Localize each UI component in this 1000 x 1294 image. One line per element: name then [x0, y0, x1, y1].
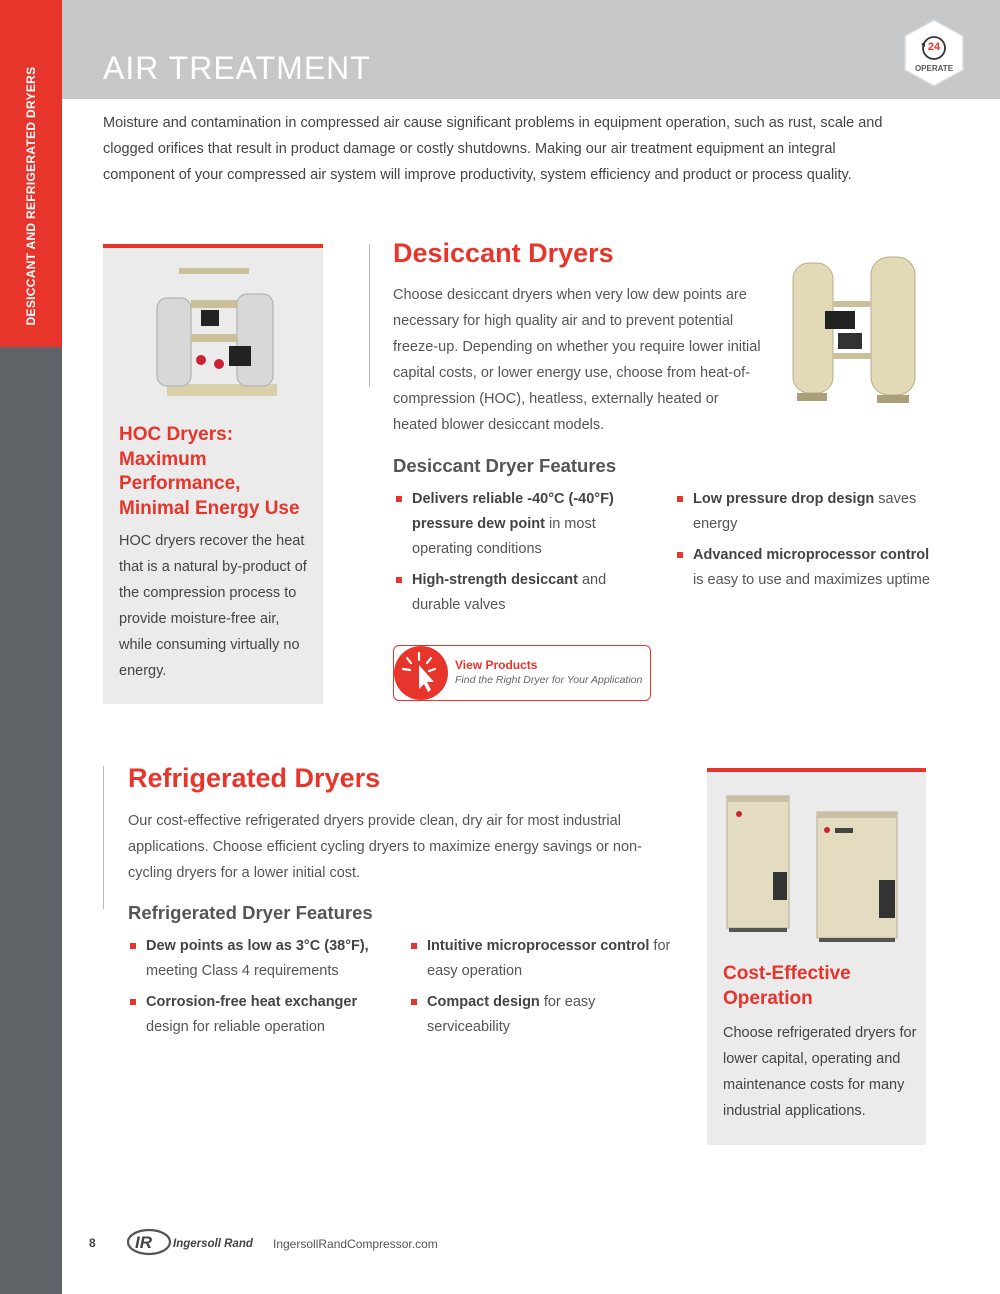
list-item: Advanced microprocessor control is easy to use and maximizes uptime — [675, 543, 937, 593]
hoc-card-body: HOC dryers recover the heat that is a natural by-product of the compression process to provide moisture-free air, while consuming virtually no energy. — [119, 533, 307, 679]
refrigerated-features-left — [128, 934, 383, 1046]
desiccant-features-left — [394, 487, 650, 624]
badge-label: OPERATE — [914, 64, 954, 73]
refrigerated-features-right — [409, 934, 671, 1046]
refrigerated-title: Refrigerated Dryers — [128, 763, 381, 793]
view-products-label: View Products — [455, 658, 538, 672]
hoc-card-title: HOC Dryers: Maximum Performance, Minimal Energy Use — [119, 424, 300, 519]
footer-url[interactable]: IngersollRandCompressor.com — [273, 1237, 438, 1251]
list-item: Delivers reliable -40°C (-40°F) pressure dew point in most operating conditions — [394, 487, 650, 562]
operate-badge — [899, 18, 969, 88]
svg-text:IR: IR — [135, 1233, 152, 1252]
hoc-dryer-image — [139, 264, 289, 414]
cost-card-body: Choose refrigerated dryers for lower capital, operating and maintenance costs for many industrial applications. — [723, 1025, 917, 1119]
cost-effective-card — [707, 768, 926, 1145]
page-number: 8 — [89, 1236, 96, 1250]
intro-paragraph: Moisture and contamination in compressed air cause significant problems in equipment operation, such as rust, scale and clogged orifices that result in product damage or costly shutdowns. Making our air treatment equipment an integral component of your compressed air system will improve productivity, system efficiency and product or process quality. — [103, 115, 883, 183]
list-item: Intuitive microprocessor control for easy operation — [409, 934, 671, 984]
refrigerated-divider — [103, 766, 104, 909]
sidebar-label: DESICCANT AND REFRIGERATED DRYERS — [24, 66, 38, 326]
desiccant-features-right — [675, 487, 937, 599]
desiccant-body: Choose desiccant dryers when very low dew points are necessary for high quality air and to prevent potential freeze-up. Depending on whether you require lower initial capital costs, or lower energy use, choose from heat-of-compression (HOC), heatless, externally heated or heated blower desiccant models. — [393, 287, 761, 433]
ingersoll-rand-logo — [127, 1227, 267, 1257]
list-item: Corrosion-free heat exchanger design for reliable operation — [128, 990, 383, 1040]
list-item: Dew points as low as 3°C (38°F), meeting Class 4 requirements — [128, 934, 383, 984]
desiccant-divider — [369, 244, 370, 387]
refrigerated-body: Our cost-effective refrigerated dryers provide clean, dry air for most industrial applications. Choose efficient cycling dryers to maximize energy savings or non-cycling dryers for a lower initial cost. — [128, 813, 642, 881]
cost-card-title: Cost-Effective Operation — [723, 963, 851, 1009]
ir-logo-icon — [127, 1227, 267, 1257]
view-products-subtitle: Find the Right Dryer for Your Application — [455, 674, 643, 686]
hoc-card — [103, 244, 323, 704]
refrigerated-features-title: Refrigerated Dryer Features — [128, 902, 373, 923]
badge-number: 24 — [927, 41, 941, 53]
desiccant-title: Desiccant Dryers — [393, 238, 614, 268]
list-item: Low pressure drop design saves energy — [675, 487, 937, 537]
desiccant-features-title: Desiccant Dryer Features — [393, 455, 617, 476]
svg-text:Ingersoll Rand: Ingersoll Rand — [173, 1238, 253, 1250]
page-title: AIR TREATMENT — [103, 50, 371, 86]
sidebar-panel — [0, 347, 62, 1294]
cursor-click-icon[interactable] — [393, 645, 449, 701]
list-item: High-strength desiccant and durable valves — [394, 568, 650, 618]
desiccant-dryer-image — [783, 253, 933, 413]
badge-hexagon-icon — [899, 18, 969, 88]
refrigerated-dryer-image — [717, 782, 917, 942]
page-header — [62, 0, 1000, 99]
list-item: Compact design for easy serviceability — [409, 990, 671, 1040]
